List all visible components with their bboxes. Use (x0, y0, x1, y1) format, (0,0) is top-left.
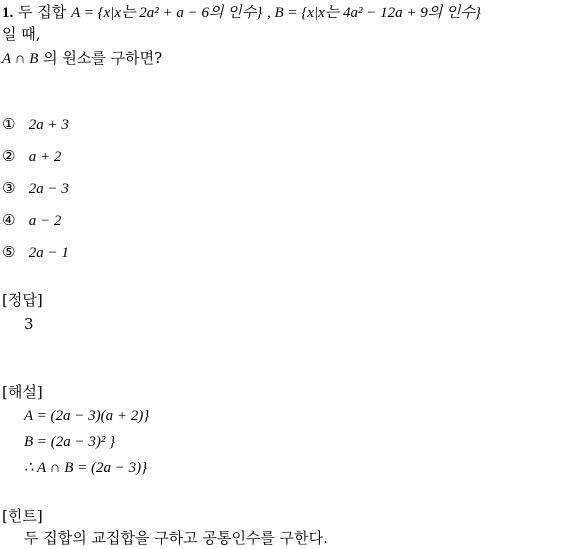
choice-2-marker: ② (2, 147, 16, 165)
choice-3 (2, 178, 69, 199)
set-b-definition: , B = {x|x는 4a² − 12a + 9의 인수} (267, 5, 481, 21)
hint-label: [힌트] (2, 507, 43, 525)
question-line-1 (2, 2, 481, 23)
hint-text: 두 집합의 교집합을 구하고 공통인수를 구한다. (24, 529, 328, 547)
choice-5 (2, 242, 69, 263)
question-intro: 두 집합 (18, 3, 67, 21)
choice-4-text: a − 2 (28, 213, 62, 229)
explanation-line-2: B = (2a − 3)² } (24, 434, 116, 450)
choice-3-text: 2a − 3 (28, 181, 69, 197)
intersection-expression: A ∩ B (2, 51, 39, 67)
choice-1-marker: ① (2, 115, 16, 133)
question-number: 1. (2, 5, 14, 21)
choice-1 (2, 114, 69, 135)
answer-label: [정답] (2, 291, 43, 309)
answer-value: 3 (24, 315, 34, 333)
explanation-label: [해설] (2, 383, 43, 401)
choice-2-text: a + 2 (28, 149, 62, 165)
question-prompt: 의 원소를 구하면? (43, 49, 163, 67)
explanation-line-1: A = (2a − 3)(a + 2)} (24, 408, 150, 424)
choice-5-text: 2a − 1 (28, 245, 69, 261)
choice-4 (2, 210, 61, 231)
choice-5-marker: ⑤ (2, 243, 16, 261)
choice-4-marker: ④ (2, 211, 16, 229)
explanation-line-3: ∴ A ∩ B = (2a − 3)} (24, 460, 148, 476)
choice-1-text: 2a + 3 (28, 117, 69, 133)
choice-3-marker: ③ (2, 179, 16, 197)
question-line-2: 일 때, (2, 25, 41, 43)
set-a-definition: A = {x|x는 2a² + a − 6의 인수} (71, 5, 263, 21)
choice-2 (2, 146, 61, 167)
question-line-3 (2, 48, 162, 69)
